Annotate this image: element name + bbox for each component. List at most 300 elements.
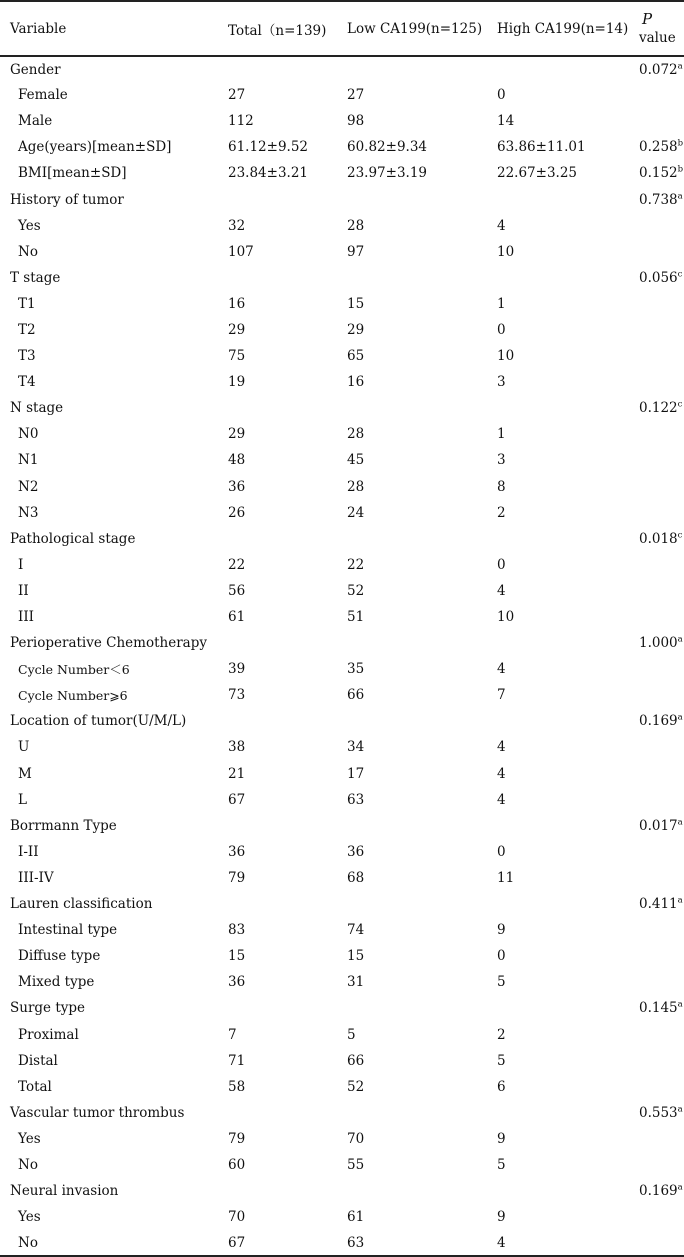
variable-label: N stage xyxy=(10,400,64,417)
p-value-test-marker: a xyxy=(677,817,683,828)
p-value-number: 0.169 xyxy=(639,713,678,730)
group-header-row xyxy=(0,395,684,421)
p-value-test-marker: a xyxy=(677,999,683,1010)
cell-p-value xyxy=(637,213,684,239)
cell-total: 36 xyxy=(228,974,246,991)
p-value-test-marker: c xyxy=(677,399,683,410)
cell-p-value xyxy=(637,630,684,656)
cell-p-value xyxy=(637,1152,684,1178)
cell-p-value xyxy=(637,82,684,108)
cell-high: 5 xyxy=(497,974,506,991)
table-row xyxy=(0,552,684,578)
cell-total: 36 xyxy=(228,478,246,495)
variable-label: No xyxy=(18,243,38,260)
cell-high: 10 xyxy=(497,609,515,626)
p-value-test-marker: a xyxy=(677,191,683,202)
table-row xyxy=(0,108,684,134)
table-row xyxy=(0,1152,684,1178)
header-p-word: value xyxy=(639,29,676,46)
group-header-row xyxy=(0,56,684,82)
cell-total xyxy=(218,1100,337,1126)
cell-total xyxy=(218,995,337,1021)
table-row xyxy=(0,421,684,447)
cell-high: 0 xyxy=(497,321,506,338)
cell-low: 27 xyxy=(347,87,365,104)
cell-p-value xyxy=(637,160,684,186)
cell-high xyxy=(487,1100,637,1126)
cell-high: 6 xyxy=(497,1078,506,1095)
cell-p-value xyxy=(637,526,684,552)
table-row xyxy=(0,656,684,682)
cell-low xyxy=(337,395,487,421)
variable-label: No xyxy=(18,1234,38,1251)
cell-high: 4 xyxy=(497,765,506,782)
cell-low xyxy=(337,1100,487,1126)
cell-low: 52 xyxy=(347,1078,365,1095)
cell-p-value xyxy=(637,839,684,865)
cell-low: 51 xyxy=(347,609,365,626)
cell-low: 5 xyxy=(347,1026,356,1043)
variable-label: T stage xyxy=(10,269,61,286)
cell-total: 36 xyxy=(228,843,246,860)
header-p-symbol: P xyxy=(642,9,653,28)
cell-total xyxy=(218,265,337,291)
p-value-number: 0.152 xyxy=(639,165,678,182)
table-body xyxy=(0,56,684,1256)
cell-total: 73 xyxy=(228,687,246,704)
cell-p-value xyxy=(637,1204,684,1230)
variable-label: Female xyxy=(18,87,68,104)
cell-low: 65 xyxy=(347,348,365,365)
p-value-test-marker: a xyxy=(677,634,683,645)
p-value-number: 0.017 xyxy=(639,817,678,834)
cell-total: 23.84±3.21 xyxy=(228,165,309,182)
cell-high: 0 xyxy=(497,87,506,104)
cell-low: 24 xyxy=(347,504,365,521)
variable-label: Yes xyxy=(18,1130,41,1147)
cell-low: 68 xyxy=(347,869,365,886)
cell-p-value xyxy=(637,578,684,604)
variable-label: Cycle Number⩾6 xyxy=(18,687,128,703)
cell-high: 5 xyxy=(497,1156,506,1173)
cell-low: 31 xyxy=(347,974,365,991)
cell-low: 61 xyxy=(347,1209,365,1226)
p-value-number: 0.553 xyxy=(639,1104,678,1121)
group-header-row xyxy=(0,265,684,291)
variable-label: Cycle Number＜6 xyxy=(18,662,130,678)
table-row xyxy=(0,500,684,526)
cell-total: 75 xyxy=(228,348,246,365)
cell-total: 67 xyxy=(228,791,246,808)
cell-total: 83 xyxy=(228,922,246,939)
p-value-number: 0.411 xyxy=(639,896,678,913)
cell-low xyxy=(337,995,487,1021)
variable-label: Intestinal type xyxy=(18,922,118,939)
cell-total: 58 xyxy=(228,1078,246,1095)
variable-label: Male xyxy=(18,113,53,130)
cell-p-value xyxy=(637,265,684,291)
variable-label: Perioperative Chemotherapy xyxy=(10,635,207,652)
cell-total: 48 xyxy=(228,452,246,469)
cell-high: 1 xyxy=(497,426,506,443)
cell-low: 55 xyxy=(347,1156,365,1173)
cell-low: 15 xyxy=(347,295,365,312)
table-row xyxy=(0,1021,684,1047)
cell-high: 63.86±11.01 xyxy=(497,139,586,156)
p-value-test-marker: a xyxy=(677,1182,683,1193)
table-row xyxy=(0,474,684,500)
cell-low: 66 xyxy=(347,687,365,704)
p-value-number: 0.738 xyxy=(639,191,678,208)
variable-label: T4 xyxy=(18,374,36,391)
cell-low: 17 xyxy=(347,765,365,782)
variable-label: N2 xyxy=(18,478,39,495)
table-row xyxy=(0,317,684,343)
cell-p-value xyxy=(637,421,684,447)
table-row xyxy=(0,291,684,317)
cell-high: 4 xyxy=(497,582,506,599)
cell-p-value xyxy=(637,317,684,343)
table-row xyxy=(0,761,684,787)
table-row xyxy=(0,369,684,395)
cell-total: 39 xyxy=(228,661,246,678)
cell-low: 74 xyxy=(347,922,365,939)
cell-low: 28 xyxy=(347,217,365,234)
cell-p-value xyxy=(637,969,684,995)
cell-high: 4 xyxy=(497,1234,506,1251)
cell-low: 52 xyxy=(347,582,365,599)
cell-low: 70 xyxy=(347,1130,365,1147)
cell-total: 67 xyxy=(228,1234,246,1251)
cell-low: 97 xyxy=(347,243,365,260)
variable-label: T1 xyxy=(18,295,36,312)
cell-high xyxy=(487,630,637,656)
cell-total: 29 xyxy=(228,321,246,338)
cell-total xyxy=(218,1178,337,1204)
cell-high xyxy=(487,265,637,291)
cell-high xyxy=(487,1178,637,1204)
cell-total: 32 xyxy=(228,217,246,234)
cell-total: 29 xyxy=(228,426,246,443)
table-header xyxy=(0,1,684,56)
group-header-row xyxy=(0,186,684,212)
table-row xyxy=(0,1230,684,1256)
cell-p-value xyxy=(637,813,684,839)
cell-low: 34 xyxy=(347,739,365,756)
cell-high: 11 xyxy=(497,869,515,886)
table-row xyxy=(0,1126,684,1152)
cell-high: 4 xyxy=(497,661,506,678)
cell-total: 38 xyxy=(228,739,246,756)
table-row xyxy=(0,82,684,108)
p-value-number: 0.122 xyxy=(639,400,678,417)
cell-p-value xyxy=(637,1126,684,1152)
cell-low: 98 xyxy=(347,113,365,130)
cell-high: 4 xyxy=(497,739,506,756)
cell-low: 16 xyxy=(347,374,365,391)
table-row xyxy=(0,213,684,239)
cell-low: 36 xyxy=(347,843,365,860)
p-value-test-marker: a xyxy=(677,1104,683,1115)
cell-total: 71 xyxy=(228,1052,246,1069)
p-value-number: 1.000 xyxy=(639,635,678,652)
cell-low: 23.97±3.19 xyxy=(347,165,428,182)
p-value-number: 0.169 xyxy=(639,1183,678,1200)
cell-high xyxy=(487,708,637,734)
table-row xyxy=(0,160,684,186)
cell-p-value xyxy=(637,604,684,630)
table-row xyxy=(0,839,684,865)
variable-label: Yes xyxy=(18,1209,41,1226)
variable-label: Proximal xyxy=(18,1026,79,1043)
table-row xyxy=(0,604,684,630)
cell-high xyxy=(487,395,637,421)
cell-p-value xyxy=(637,500,684,526)
cell-total: 61.12±9.52 xyxy=(228,139,309,156)
cell-p-value xyxy=(637,734,684,760)
cell-total: 26 xyxy=(228,504,246,521)
variable-label: Surge type xyxy=(10,1000,86,1017)
cell-high: 0 xyxy=(497,948,506,965)
variable-label: Borrmann Type xyxy=(10,817,117,834)
cell-total: 60 xyxy=(228,1156,246,1173)
cell-low: 22 xyxy=(347,556,365,573)
cell-low xyxy=(337,1178,487,1204)
cell-low xyxy=(337,630,487,656)
variable-label: Lauren classification xyxy=(10,896,153,913)
cell-p-value xyxy=(637,1100,684,1126)
cell-total: 7 xyxy=(228,1026,237,1043)
p-value-number: 0.072 xyxy=(639,61,678,78)
header-low-ca199: Low CA199(n=125) xyxy=(347,20,483,37)
table-row xyxy=(0,734,684,760)
cell-low xyxy=(337,265,487,291)
variable-label: N0 xyxy=(18,426,39,443)
cell-p-value xyxy=(637,891,684,917)
table-row xyxy=(0,134,684,160)
cell-total xyxy=(218,708,337,734)
variable-label: U xyxy=(18,739,30,756)
cell-p-value xyxy=(637,1230,684,1256)
cell-p-value xyxy=(637,943,684,969)
variable-label: Gender xyxy=(10,61,61,78)
cell-total: 79 xyxy=(228,869,246,886)
table-row xyxy=(0,1074,684,1100)
cell-p-value xyxy=(637,995,684,1021)
cell-total: 112 xyxy=(228,113,254,130)
cell-total: 16 xyxy=(228,295,246,312)
cell-p-value xyxy=(637,865,684,891)
cell-low: 63 xyxy=(347,1234,365,1251)
table-row xyxy=(0,865,684,891)
cell-p-value xyxy=(637,291,684,317)
cell-high xyxy=(487,526,637,552)
cell-high: 2 xyxy=(497,1026,506,1043)
cell-high: 4 xyxy=(497,217,506,234)
cell-total xyxy=(218,186,337,212)
cell-high xyxy=(487,891,637,917)
cell-p-value xyxy=(637,186,684,212)
cell-high: 0 xyxy=(497,556,506,573)
variable-label: M xyxy=(18,765,32,782)
cell-p-value xyxy=(637,1021,684,1047)
p-value-number: 0.145 xyxy=(639,1000,678,1017)
cell-p-value xyxy=(637,787,684,813)
cell-p-value xyxy=(637,474,684,500)
cell-low: 60.82±9.34 xyxy=(347,139,428,156)
cell-high xyxy=(487,186,637,212)
cell-p-value xyxy=(637,1178,684,1204)
header-p-value xyxy=(637,1,684,56)
cell-low: 45 xyxy=(347,452,365,469)
cell-high: 2 xyxy=(497,504,506,521)
cell-p-value xyxy=(637,239,684,265)
variable-label: Neural invasion xyxy=(10,1183,119,1200)
p-value-test-marker: a xyxy=(677,712,683,723)
variable-label: Yes xyxy=(18,217,41,234)
cell-total: 79 xyxy=(228,1130,246,1147)
p-value-test-marker: a xyxy=(677,895,683,906)
cell-p-value xyxy=(637,656,684,682)
cell-high: 1 xyxy=(497,295,506,312)
cell-high: 22.67±3.25 xyxy=(497,165,578,182)
cell-total: 61 xyxy=(228,609,246,626)
cell-p-value xyxy=(637,761,684,787)
cell-p-value xyxy=(637,134,684,160)
cell-high: 4 xyxy=(497,791,506,808)
cell-p-value xyxy=(637,108,684,134)
p-value-test-marker: c xyxy=(677,530,683,541)
cell-high xyxy=(487,995,637,1021)
cell-low xyxy=(337,708,487,734)
cell-total xyxy=(218,891,337,917)
cell-total: 15 xyxy=(228,948,246,965)
cell-total xyxy=(218,813,337,839)
cell-total xyxy=(218,526,337,552)
group-header-row xyxy=(0,995,684,1021)
variable-label: III xyxy=(18,609,34,626)
table-row xyxy=(0,969,684,995)
header-high-ca199: High CA199(n=14) xyxy=(497,20,629,37)
cell-low: 29 xyxy=(347,321,365,338)
table-row xyxy=(0,943,684,969)
table-row xyxy=(0,787,684,813)
cell-low xyxy=(337,813,487,839)
cell-p-value xyxy=(637,552,684,578)
cell-total: 107 xyxy=(228,243,254,260)
table-row xyxy=(0,447,684,473)
p-value-number: 0.018 xyxy=(639,530,678,547)
cell-high: 9 xyxy=(497,922,506,939)
cell-total xyxy=(218,395,337,421)
variable-label: N1 xyxy=(18,452,39,469)
cell-high xyxy=(487,813,637,839)
p-value-test-marker: b xyxy=(677,138,684,149)
table-row xyxy=(0,917,684,943)
cell-p-value xyxy=(637,917,684,943)
header-row xyxy=(0,1,684,56)
variable-label: Location of tumor(U/M/L) xyxy=(10,713,187,730)
cell-high: 3 xyxy=(497,374,506,391)
variable-label: No xyxy=(18,1156,38,1173)
variable-label: Total xyxy=(18,1078,52,1095)
variable-label: II xyxy=(18,582,29,599)
variable-label: I xyxy=(18,556,24,573)
group-header-row xyxy=(0,630,684,656)
cell-p-value xyxy=(637,56,684,82)
cell-low xyxy=(337,56,487,82)
group-header-row xyxy=(0,526,684,552)
p-value-test-marker: c xyxy=(677,269,683,280)
cell-low xyxy=(337,891,487,917)
variable-label: Distal xyxy=(18,1052,58,1069)
cell-total: 21 xyxy=(228,765,246,782)
table-row xyxy=(0,1048,684,1074)
cell-p-value xyxy=(637,343,684,369)
variable-label: Vascular tumor thrombus xyxy=(10,1104,185,1121)
variable-label: I-II xyxy=(18,843,39,860)
cell-high: 14 xyxy=(497,113,515,130)
cell-low: 15 xyxy=(347,948,365,965)
group-header-row xyxy=(0,813,684,839)
p-value-number: 0.258 xyxy=(639,139,678,156)
p-value-test-marker: a xyxy=(677,61,683,72)
cell-high xyxy=(487,56,637,82)
table-row xyxy=(0,239,684,265)
cell-total xyxy=(218,56,337,82)
cell-high: 9 xyxy=(497,1209,506,1226)
variable-label: Mixed type xyxy=(18,974,95,991)
group-header-row xyxy=(0,1178,684,1204)
header-variable: Variable xyxy=(10,20,67,37)
variable-label: Pathological stage xyxy=(10,530,136,547)
variable-label: T2 xyxy=(18,321,36,338)
cell-low xyxy=(337,186,487,212)
group-header-row xyxy=(0,891,684,917)
table-row xyxy=(0,682,684,708)
cell-p-value xyxy=(637,1048,684,1074)
variable-label: History of tumor xyxy=(10,191,124,208)
cell-low: 28 xyxy=(347,478,365,495)
variable-label: BMI[mean±SD] xyxy=(18,165,127,182)
cell-high: 5 xyxy=(497,1052,506,1069)
cell-total xyxy=(218,630,337,656)
cell-total: 27 xyxy=(228,87,246,104)
variable-label: Diffuse type xyxy=(18,948,101,965)
group-header-row xyxy=(0,1100,684,1126)
variable-label: Age(years)[mean±SD] xyxy=(18,139,172,156)
header-total: Total（n=139) xyxy=(228,22,327,39)
cell-p-value xyxy=(637,395,684,421)
variable-label: N3 xyxy=(18,504,39,521)
cell-high: 10 xyxy=(497,243,515,260)
cell-low: 66 xyxy=(347,1052,365,1069)
cell-high: 7 xyxy=(497,687,506,704)
table-row xyxy=(0,578,684,604)
p-value-number: 0.056 xyxy=(639,269,678,286)
cell-total: 19 xyxy=(228,374,246,391)
cell-p-value xyxy=(637,369,684,395)
cell-low: 63 xyxy=(347,791,365,808)
cell-p-value xyxy=(637,447,684,473)
cell-high: 10 xyxy=(497,348,515,365)
cell-low: 35 xyxy=(347,661,365,678)
cell-high: 0 xyxy=(497,843,506,860)
variable-label: III-IV xyxy=(18,869,54,886)
group-header-row xyxy=(0,708,684,734)
cell-p-value xyxy=(637,708,684,734)
table-row xyxy=(0,343,684,369)
